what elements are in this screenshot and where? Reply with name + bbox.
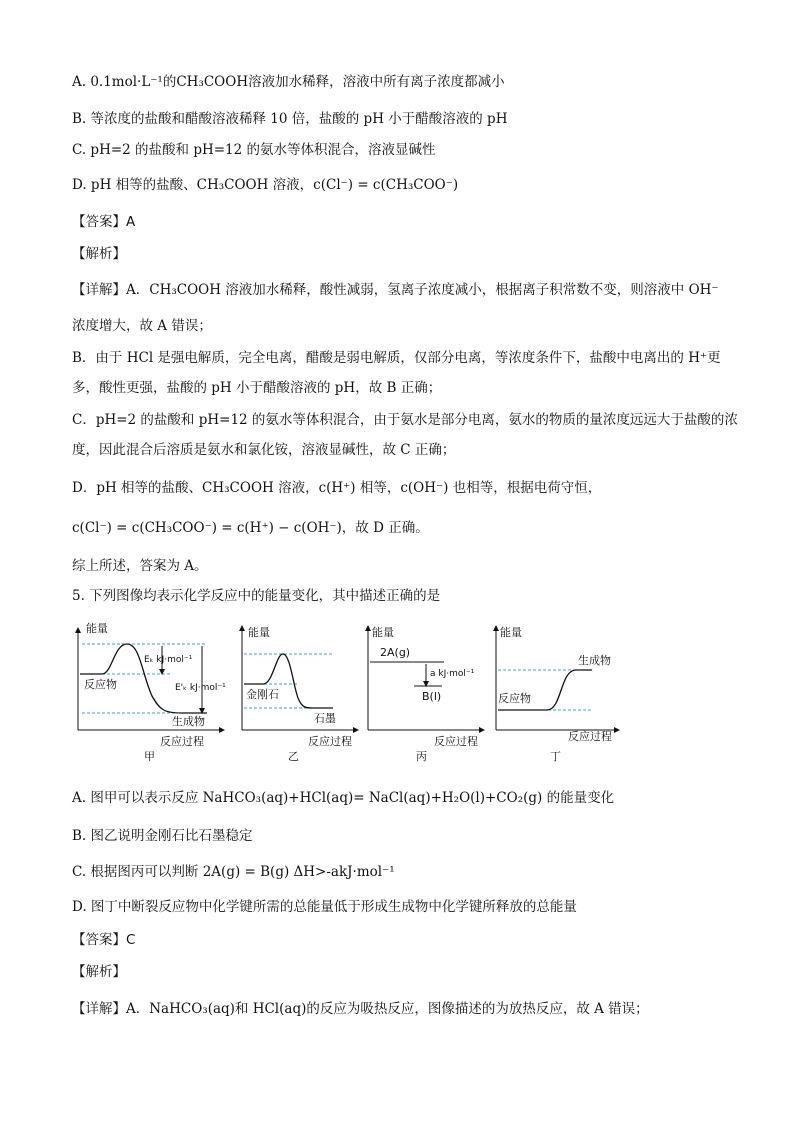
q5-stem: 5. 下列图像均表示化学反应中的能量变化，其中描述正确的是: [72, 588, 441, 604]
figure-caption: 丙: [416, 750, 427, 763]
q4-detail-c-line2: 度，因此混合后溶质是氨水和氯化铵，溶液显碱性，故 C 正确；: [72, 442, 456, 458]
product-label: 生成物: [578, 654, 611, 667]
q4-summary: 综上所述，答案为 A。: [72, 558, 208, 574]
figure-ding: [492, 618, 622, 766]
q5-option-d: D. 图丁中断裂反应物中化学键所需的总能量低于形成生成物中化学键所释放的总能量: [72, 899, 577, 915]
x-axis-label: 反应过程: [568, 730, 612, 743]
q4-analysis-heading: 【解析】: [72, 246, 126, 262]
q5-detail-a: 【详解】A．NaHCO₃(aq)和 HCl(aq)的反应为吸热反应，图像描述的为放热反应，故 A 错误；: [72, 1001, 649, 1017]
q5-option-c: C. 根据图丙可以判断 2A(g) = B(g) ΔH>-akJ·mol⁻¹: [72, 864, 395, 880]
reactant-label: 反应物: [84, 678, 117, 691]
q4-detail-a-line2: 浓度增大，故 A 错误；: [72, 318, 212, 334]
ek-label: Eₖ kJ·mol⁻¹: [144, 655, 193, 665]
q4-option-a: A. 0.1mol·L⁻¹的CH₃COOH溶液加水稀释，溶液中所有离子浓度都减小: [72, 74, 505, 90]
q4-option-b: B. 等浓度的盐酸和醋酸溶液稀释 10 倍，盐酸的 pH 小于醋酸溶液的 pH: [72, 111, 508, 127]
product-label: 石墨: [314, 712, 336, 725]
q5-answer: 【答案】C: [72, 932, 136, 948]
q4-detail-b-line1: B．由于 HCl 是强电解质，完全电离，醋酸是弱电解质，仅部分电离，等浓度条件下，盐酸中电离出的 H⁺更: [72, 350, 721, 366]
y-axis-label: 能量: [248, 626, 270, 639]
y-axis-label: 能量: [86, 622, 108, 635]
figure-caption: 乙: [288, 750, 299, 763]
figure-caption: 丁: [550, 750, 561, 763]
y-axis-label: 能量: [372, 626, 394, 639]
q4-detail-d-line2: c(Cl⁻) = c(CH₃COO⁻) = c(H⁺) − c(OH⁻)，故 D 正确。: [72, 520, 429, 536]
q4-answer: 【答案】A: [72, 214, 136, 230]
ek2-label: E'ₖ kJ·mol⁻¹: [175, 683, 226, 693]
q4-detail-a-line1: 【详解】A．CH₃COOH 溶液加水稀释，酸性减弱，氢离子浓度减小，根据离子积常数不变，则溶液中 OH⁻: [72, 282, 719, 298]
q4-detail-d-line1: D．pH 相等的盐酸、CH₃COOH 溶液，c(H⁺) 相等，c(OH⁻) 也相等，根据电荷守恒，: [72, 480, 602, 496]
q4-option-d: D. pH 相等的盐酸、CH₃COOH 溶液，c(Cl⁻) = c(CH₃COO⁻): [72, 177, 459, 193]
x-axis-label: 反应过程: [434, 735, 478, 748]
q4-detail-c-line1: C．pH=2 的盐酸和 pH=12 的氨水等体积混合，由于氨水是部分电离，氨水的物质的量浓度远远大于盐酸的浓: [72, 412, 738, 428]
reactant-label: 金刚石: [246, 688, 279, 701]
reactant-label: 2A(g): [380, 646, 411, 659]
x-axis-label: 反应过程: [160, 735, 204, 748]
figure-jia: [72, 618, 232, 766]
product-label: 生成物: [172, 715, 205, 728]
reactant-label: 反应物: [498, 692, 531, 705]
figure-yi: [238, 618, 358, 766]
q4-detail-b-line2: 多，酸性更强，盐酸的 pH 小于醋酸溶液的 pH，故 B 正确；: [72, 380, 442, 396]
x-axis-label: 反应过程: [308, 735, 352, 748]
y-axis-label: 能量: [500, 626, 522, 639]
delta-label: a kJ·mol⁻¹: [430, 669, 475, 679]
q5-option-a: A. 图甲可以表示反应 NaHCO₃(aq)+HCl(aq)= NaCl(aq)+H₂O(l)+CO₂(g) 的能量变化: [72, 790, 615, 806]
q4-option-c: C. pH=2 的盐酸和 pH=12 的氨水等体积混合，溶液显碱性: [72, 142, 436, 158]
q5-option-b: B. 图乙说明金刚石比石墨稳定: [72, 828, 253, 844]
figure-bing: [364, 618, 484, 766]
figure-caption: 甲: [144, 750, 155, 763]
q5-analysis-heading: 【解析】: [72, 964, 126, 980]
product-label: B(l): [422, 690, 442, 703]
